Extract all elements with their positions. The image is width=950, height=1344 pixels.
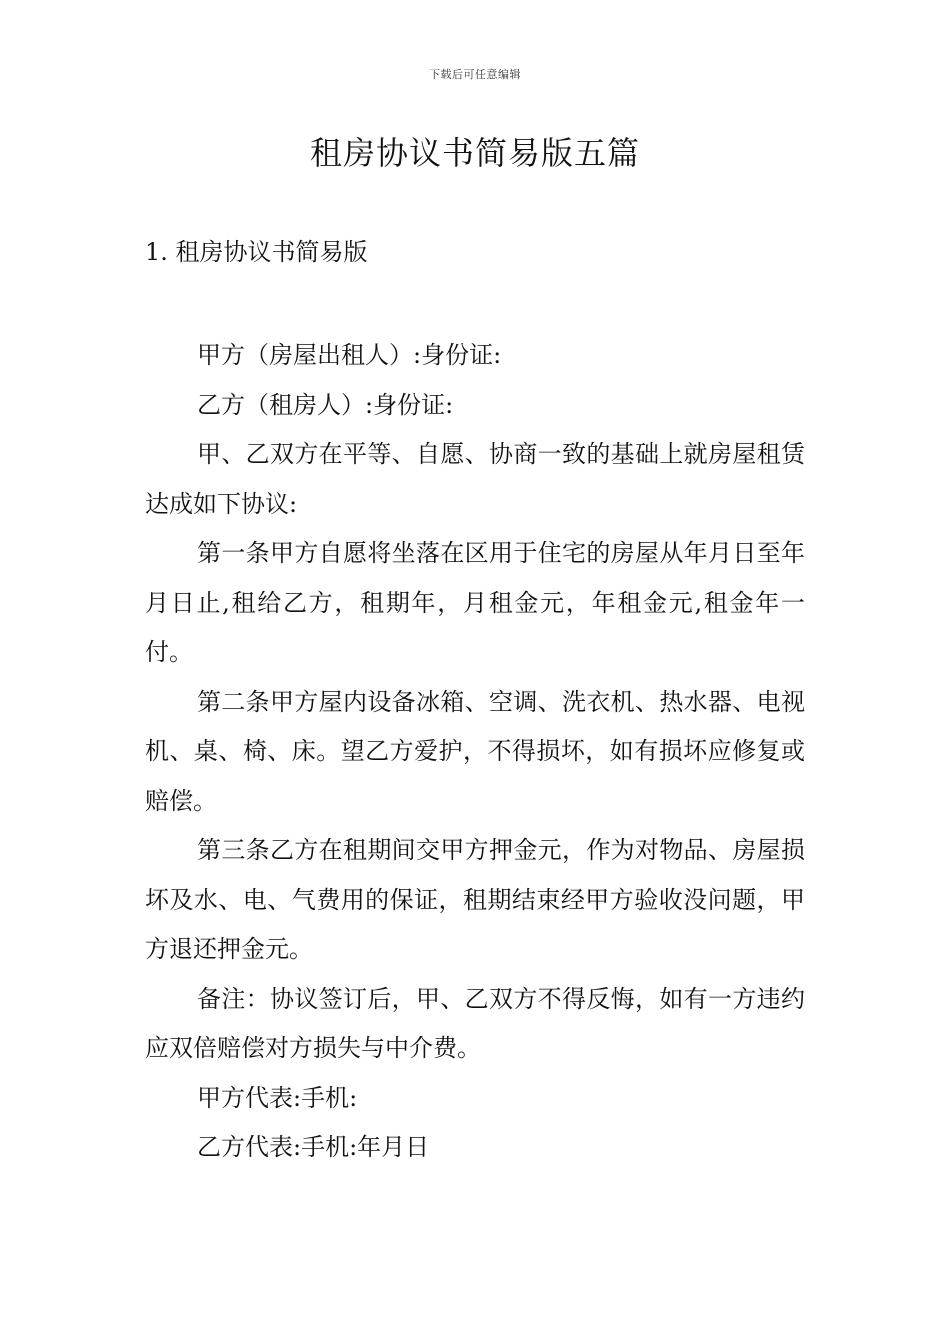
header-note: 下载后可任意编辑: [429, 68, 521, 81]
article-1-paragraph: 第一条甲方自愿将坐落在区用于住宅的房屋从年月日至年月日止,租给乙方，租期年，月租金元，年租金元,租金年一付。: [145, 539, 805, 666]
preamble-paragraph: 甲、乙双方在平等、自愿、协商一致的基础上就房屋租赁达成如下协议:: [145, 440, 805, 518]
section-heading: 1. 租房协议书简易版: [145, 238, 368, 266]
document-title: 租房协议书简易版五篇: [309, 134, 640, 172]
party-a-line: 甲方（房屋出租人）:身份证:: [197, 341, 502, 369]
party-a-signature-line: 甲方代表:手机:: [197, 1083, 358, 1112]
remarks-paragraph: 备注：协议签订后，甲、乙双方不得反悔，如有一方违约应双倍赔偿对方损失与中介费。: [145, 984, 805, 1062]
party-b-line: 乙方（租房人）:身份证:: [197, 390, 454, 419]
article-3-paragraph: 第三条乙方在租期间交甲方押金元，作为对物品、房屋损坏及水、电、气费用的保证，租期结束经甲方验收没问题，甲方退还押金元。: [145, 836, 805, 963]
article-2-paragraph: 第二条甲方屋内设备冰箱、空调、洗衣机、热水器、电视机、桌、椅、床。望乙方爱护，不得损坏，如有损坏应修复或赔偿。: [145, 687, 805, 815]
document-body: [145, 331, 805, 1173]
party-b-signature-line: 乙方代表:手机:年月日: [197, 1133, 430, 1161]
